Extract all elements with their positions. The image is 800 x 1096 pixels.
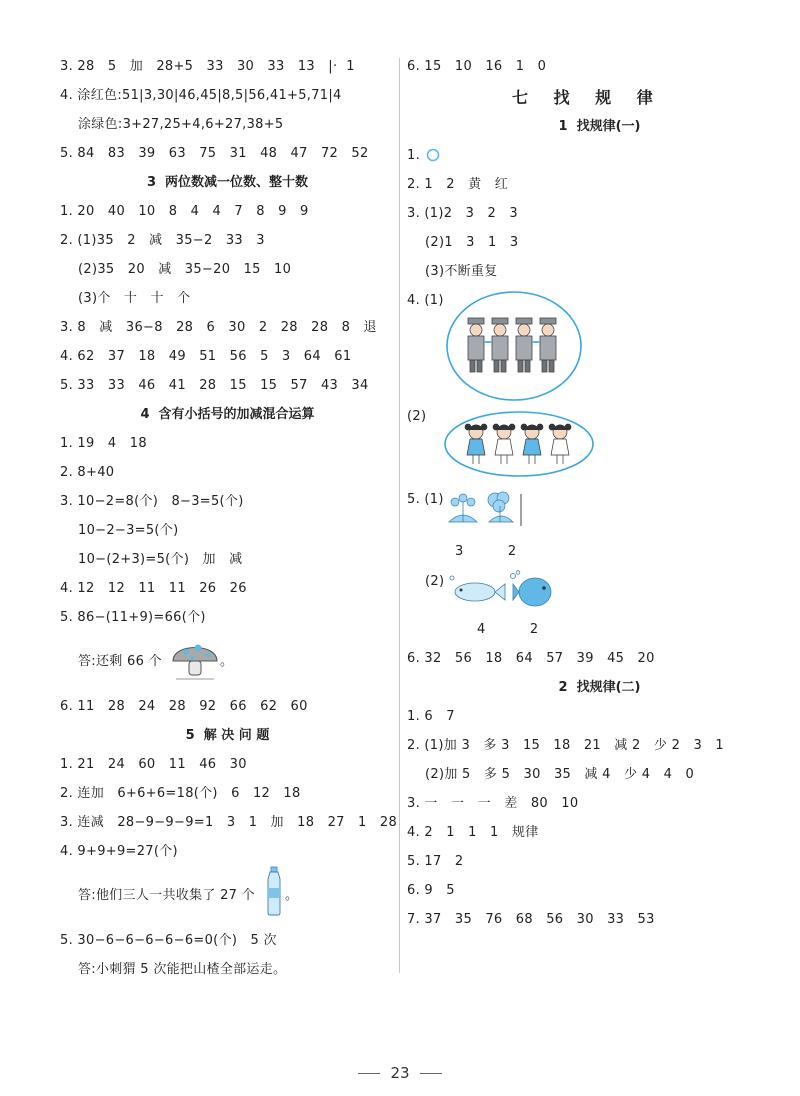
flowers-illustration <box>445 488 525 530</box>
answer-line: 2. 8+40 <box>60 465 115 480</box>
page-number-dash <box>420 1073 442 1074</box>
answer-line: 答:还剩 66 个 <box>78 654 162 669</box>
answer-line: (2)加 5 多 5 30 35 减 4 少 4 4 0 <box>425 767 695 782</box>
answer-line: 6. 11 28 24 28 92 66 62 60 <box>60 699 308 714</box>
answer-line: 5. 30−6−6−6−6−6=0(个) 5 次 <box>60 933 277 948</box>
answer-line: 5. (1) <box>407 492 444 507</box>
answer-line: 2. 1 2 黄 红 <box>407 177 509 192</box>
answer-line: (3)不断重复 <box>425 264 498 279</box>
answer-line: 1. 19 4 18 <box>60 436 147 451</box>
answer-line: 答:小刺猬 5 次能把山楂全部运走。 <box>78 962 287 977</box>
answer-line: 4. 12 12 11 11 26 26 <box>60 581 247 596</box>
answer-line: 6. 9 5 <box>407 883 455 898</box>
answer-line: 4. 涂红色:51|3,30|46,45|8,5|56,41+5,71|4 <box>60 88 342 103</box>
section-heading: 1 找规律(一) <box>558 119 641 134</box>
circle-shape-icon <box>426 148 440 162</box>
section-heading: 3 两位数减一位数、整十数 <box>146 175 309 190</box>
answer-line: 4. 2 1 1 1 规律 <box>407 825 539 840</box>
answer-line: 答:他们三人一共收集了 27 个 <box>78 888 255 903</box>
answer-line: (2) <box>407 409 427 424</box>
answer-line: 5. 86−(11+9)=66(个) <box>60 610 206 625</box>
answer-line: 3. 8 减 36−8 28 6 30 2 28 28 8 退 <box>60 320 377 335</box>
answer-line: (2)1 3 1 3 <box>425 235 519 250</box>
answer-line: 5. 33 33 46 41 28 15 15 57 43 34 <box>60 378 369 393</box>
answer-line: 涂绿色:3+27,25+4,6+27,38+5 <box>78 117 284 132</box>
page-number <box>0 1064 800 1082</box>
section-heading: 5 解 决 问 题 <box>185 728 270 743</box>
answer-line: 1. <box>407 148 421 163</box>
answer-line: 3. 一 一 一 差 80 10 <box>407 796 579 811</box>
section-heading: 2 找规律(二) <box>558 680 641 695</box>
page-number-text: 23 <box>390 1064 410 1082</box>
answer-line: 3. (1)2 3 2 3 <box>407 206 518 221</box>
answer-line: 1. 20 40 10 8 4 4 7 8 9 9 <box>60 204 309 219</box>
answer-line: (2) <box>425 574 445 589</box>
column-divider <box>399 58 400 973</box>
answer-line: 2. (1)35 2 减 35−2 33 3 <box>60 233 265 248</box>
answer-line: 6. 15 10 16 1 0 <box>407 59 547 74</box>
answer-line: 5. 17 2 <box>407 854 464 869</box>
answer-line: 3. 连减 28−9−9−9=1 3 1 加 18 27 1 28 <box>60 815 398 830</box>
answer-line: 。 <box>285 888 299 903</box>
police-officers-illustration <box>445 290 583 402</box>
mushroom-icon <box>170 635 220 681</box>
answer-line: 1. 6 7 <box>407 709 455 724</box>
answer-line: 4. 9+9+9=27(个) <box>60 844 178 859</box>
answer-line: 10−2−3=5(个) <box>78 523 179 538</box>
chapter-title: 七 找 规 律 <box>512 88 663 107</box>
girls-illustration <box>443 410 595 478</box>
answer-line: 4. 62 37 18 49 51 56 5 3 64 61 <box>60 349 352 364</box>
section-heading: 4 含有小括号的加减混合运算 <box>140 407 315 422</box>
answer-line: 。 <box>220 654 234 669</box>
page-number-dash <box>358 1073 380 1074</box>
answer-line: 7. 37 35 76 68 56 30 33 53 <box>407 912 655 927</box>
water-bottle-icon <box>263 866 285 916</box>
answer-line: 3. 10−2=8(个) 8−3=5(个) <box>60 494 244 509</box>
answer-line: (3)个 十 十 个 <box>78 291 191 306</box>
answer-line: 3. 28 5 加 28+5 33 30 33 13 |· 1 <box>60 59 355 74</box>
answer-line: 2. (1)加 3 多 3 15 18 21 减 2 少 2 3 1 <box>407 738 724 753</box>
answer-line: 4 2 <box>477 622 539 637</box>
answer-line: 3 2 <box>455 544 517 559</box>
answer-line: 1. 21 24 60 11 46 30 <box>60 757 247 772</box>
answer-line: 10−(2+3)=5(个) 加 减 <box>78 552 243 567</box>
answer-line: 2. 连加 6+6+6=18(个) 6 12 18 <box>60 786 301 801</box>
answer-line: (2)35 20 减 35−20 15 10 <box>78 262 292 277</box>
answer-line: 6. 32 56 18 64 57 39 45 20 <box>407 651 655 666</box>
answer-line: 5. 84 83 39 63 75 31 48 47 72 52 <box>60 146 369 161</box>
fish-illustration <box>447 570 557 610</box>
answer-line: 4. (1) <box>407 293 444 308</box>
